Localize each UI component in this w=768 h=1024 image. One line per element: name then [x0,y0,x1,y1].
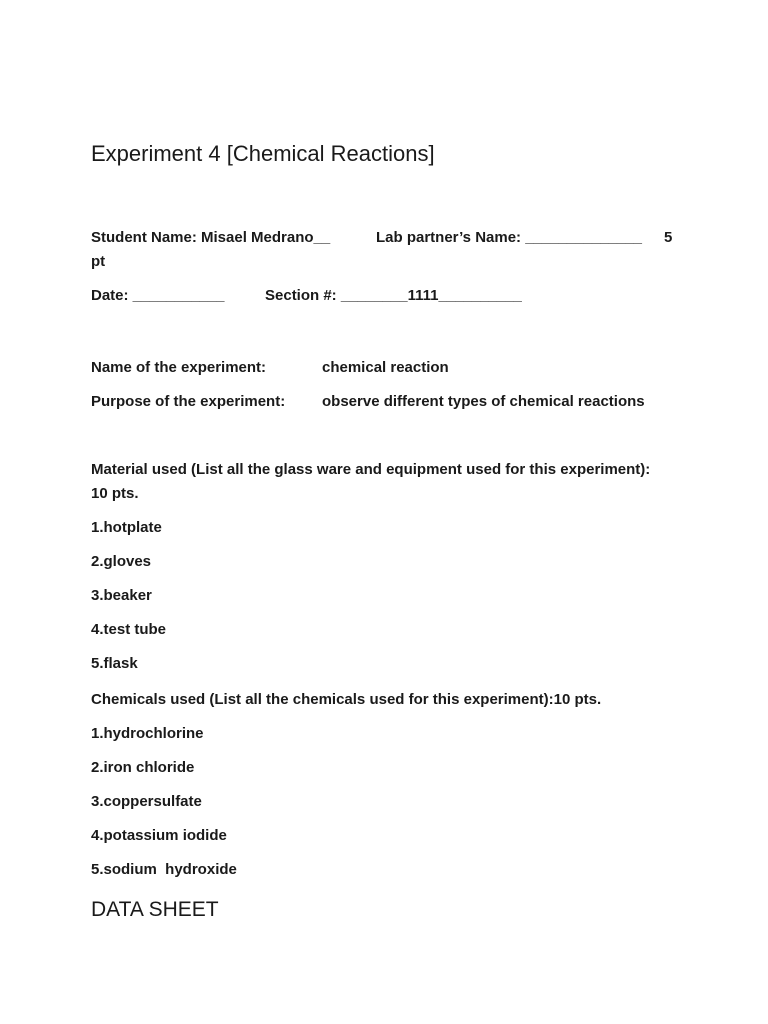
chemical-item: 2.iron chloride [91,759,195,776]
chemicals-heading: Chemicals used (List all the chemicals used for this experiment):10 pts. [91,691,602,708]
date-field: Date: ___________ [91,287,225,304]
materials-heading-points: 10 pts. [91,485,139,502]
material-item: 1.hotplate [91,519,162,536]
experiment-purpose-value: observe different types of chemical reactions [322,393,645,410]
chemical-item: 5.sodium hydroxide [91,861,237,878]
document-title: Experiment 4 [Chemical Reactions] [91,141,435,166]
section-field: Section #: ________1111__________ [265,287,522,304]
points-value: 5 [664,229,673,246]
materials-heading: Material used (List all the glass ware and equipment used for this experiment): [91,461,651,478]
chemical-item: 3.coppersulfate [91,793,202,810]
points-suffix: pt [91,253,106,270]
chemical-item: 1.hydrochlorine [91,725,204,742]
student-name-field: Student Name: Misael Medrano__ [91,229,331,246]
material-item: 3.beaker [91,587,152,604]
data-sheet-title: DATA SHEET [91,898,219,921]
material-item: 5.flask [91,655,138,672]
lab-partner-field: Lab partner’s Name: ______________ [376,229,643,246]
chemical-item: 4.potassium iodide [91,827,227,844]
material-item: 2.gloves [91,553,152,570]
material-item: 4.test tube [91,621,167,638]
experiment-name-label: Name of the experiment: [91,359,267,376]
experiment-name-value: chemical reaction [322,359,449,376]
experiment-purpose-label: Purpose of the experiment: [91,393,286,410]
